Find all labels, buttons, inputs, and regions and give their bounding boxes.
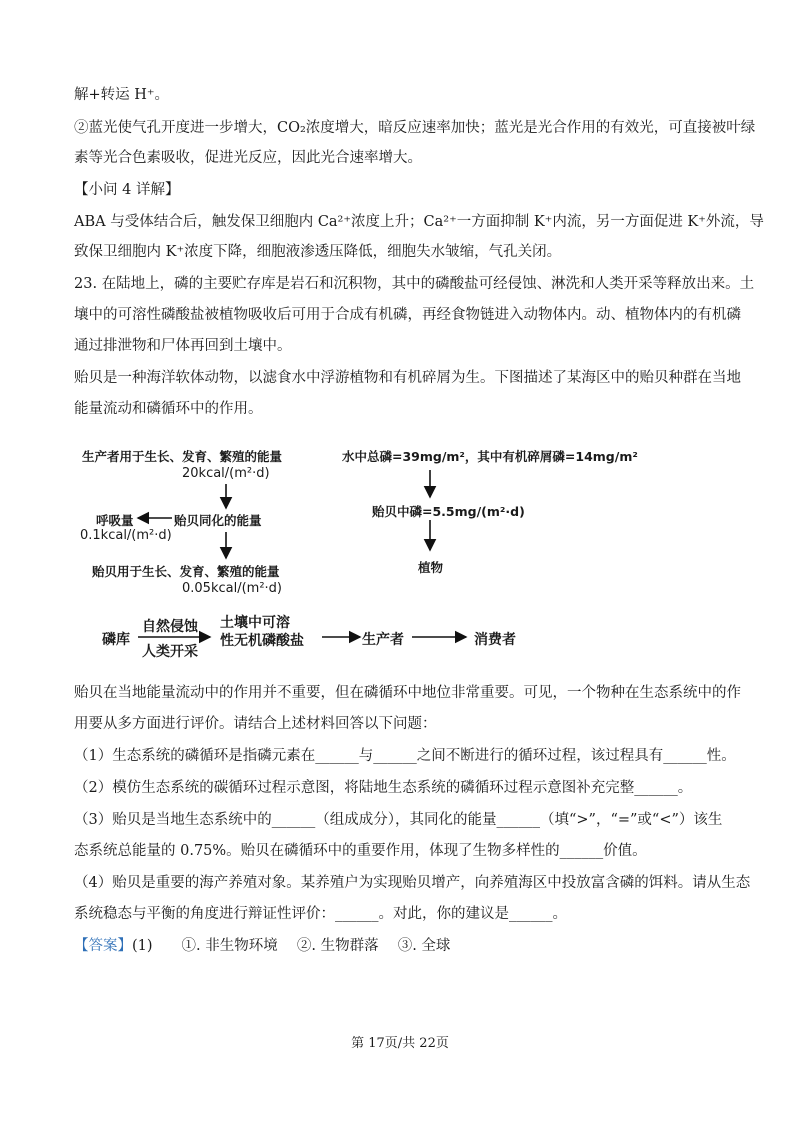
- producer-node: 生产者: [362, 632, 404, 648]
- text-line: ②蓝光使气孔开度进一步增大，CO₂浓度增大，暗反应速率加快；蓝光是光合作用的有效光，可直接被叶绿: [74, 120, 756, 136]
- natural-erosion-label: 自然侵蚀: [142, 619, 198, 635]
- soil-phosphate-line2: 性无机磷酸盐: [220, 633, 304, 649]
- sub-question-4: （4）贻贝是重要的海产养殖对象。某养殖户为实现贻贝增产，向养殖海区中投放富含磷的饵料。请从生态: [74, 875, 751, 891]
- answer-body: (1) ①. 非生物环境 ②. 生物群落 ③. 全球: [132, 938, 451, 954]
- text-line: 解+转运 H⁺。: [74, 87, 170, 103]
- text-line: 能量流动和磷循环中的作用。: [74, 401, 263, 417]
- human-mining-label: 人类开采: [142, 644, 198, 660]
- text-line: 素等光合色素吸收，促进光反应，因此光合速率增大。: [74, 150, 422, 166]
- respiration-value: 0.1kcal/(m²·d): [80, 528, 172, 543]
- phosphorus-reservoir: 磷库: [102, 632, 130, 648]
- page-footer: 第 17页/共 22页: [351, 1036, 449, 1051]
- text-line: 致保卫细胞内 K⁺浓度下降，细胞液渗透压降低，细胞失水皱缩，气孔关闭。: [74, 244, 562, 260]
- text-line: 用要从多方面进行评价。请结合上述材料回答以下问题：: [74, 716, 437, 732]
- text-line: 壤中的可溶性磷酸盐被植物吸收后可用于合成有机磷，再经食物链进入动物体内。动、植物体内的有机磷: [74, 307, 741, 323]
- mussel-phosphorus: 贻贝中磷=5.5mg/(m²·d): [372, 504, 525, 519]
- text-line: 通过排泄物和尸体再回到土壤中。: [74, 338, 292, 354]
- text-line: 贻贝是一种海洋软体动物，以滤食水中浮游植物和有机碎屑为生。下图描述了某海区中的贻贝种群在当地: [74, 370, 741, 386]
- mussel-assimilated-label: 贻贝同化的能量: [174, 513, 262, 528]
- sub-question-3: （3）贻贝是当地生态系统中的______（组成成分），其同化的能量______（填“>”，“=”或“<”）该生: [74, 812, 723, 828]
- mussel-growth-value: 0.05kcal/(m²·d): [182, 581, 282, 596]
- section-heading: 【小问 4 详解】: [74, 182, 180, 198]
- water-total-phosphorus: 水中总磷=39mg/m²，其中有机碎屑磷=14mg/m²: [342, 449, 638, 464]
- sub-question-4-cont: 系统稳态与平衡的角度进行辩证性评价：______。对此，你的建议是______。: [74, 906, 567, 922]
- answer-line: [74, 936, 734, 956]
- sub-question-1: （1）生态系统的磷循环是指磷元素在______与______之间不断进行的循环过程，该过程具有______性。: [74, 748, 736, 764]
- sub-question-2: （2）模仿生态系统的碳循环过程示意图，将陆地生态系统的磷循环过程示意图补充完整______。: [74, 780, 693, 796]
- mussel-growth-label: 贻贝用于生长、发育、繁殖的能量: [92, 564, 280, 579]
- producer-energy-label: 生产者用于生长、发育、繁殖的能量: [82, 449, 283, 464]
- plants-label: 植物: [418, 560, 444, 575]
- answer-tag: 【答案】: [74, 938, 132, 954]
- producer-energy-value: 20kcal/(m²·d): [182, 466, 270, 481]
- text-line: ABA 与受体结合后，触发保卫细胞内 Ca²⁺浓度上升；Ca²⁺一方面抑制 K⁺内流，另一方面促进 K⁺外流，导: [74, 214, 764, 230]
- soil-phosphate-line1: 土壤中可溶: [220, 615, 290, 631]
- consumer-node: 消费者: [474, 632, 516, 648]
- question-stem: 23. 在陆地上，磷的主要贮存库是岩石和沉积物，其中的磷酸盐可经侵蚀、淋洗和人类开采等释放出来。土: [74, 276, 755, 292]
- respiration-label: 呼吸量: [96, 513, 134, 528]
- sub-question-3-cont: 态系统总能量的 0.75%。贻贝在磷循环中的重要作用，体现了生物多样性的______价值。: [74, 843, 647, 859]
- text-line: 贻贝在当地能量流动中的作用并不重要，但在磷循环中地位非常重要。可见，一个物种在生态系统中的作: [74, 685, 741, 701]
